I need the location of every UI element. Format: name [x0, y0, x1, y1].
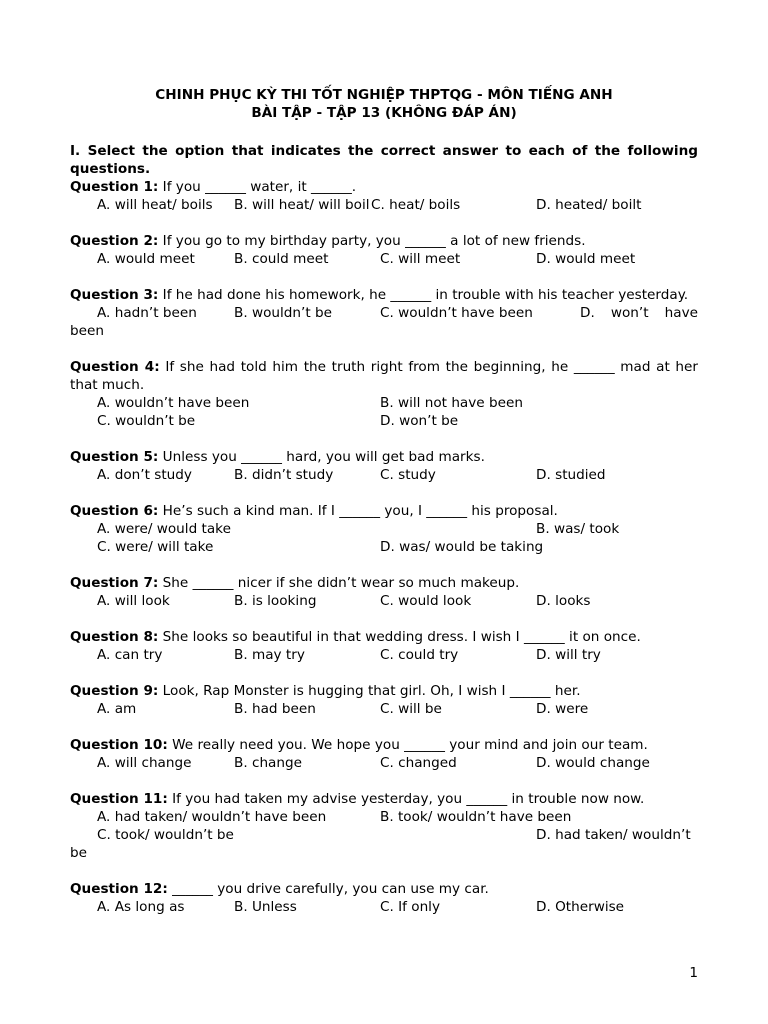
- document-title-line2: BÀI TẬP - TẬP 13 (KHÔNG ĐÁP ÁN): [251, 105, 517, 121]
- option-b: B. didn’t study: [234, 467, 334, 483]
- option-c: C. changed: [380, 755, 457, 771]
- options-row: [70, 304, 698, 322]
- question-text: If you ______ water, it ______.: [158, 179, 357, 195]
- question-text: Look, Rap Monster is hugging that girl. Oh, I wish I ______ her.: [158, 683, 581, 699]
- question-6: [70, 502, 698, 520]
- option-c: C. were/ will take: [97, 539, 214, 555]
- question-label: Question 10:: [70, 737, 168, 753]
- question-label: Question 12:: [70, 881, 168, 897]
- question-label: Question 4:: [70, 359, 160, 375]
- options-row: [70, 196, 698, 214]
- question-4: [70, 358, 698, 394]
- option-d-continued: be: [70, 845, 87, 861]
- option-a: A. wouldn’t have been: [97, 395, 250, 411]
- question-label: Question 7:: [70, 575, 159, 591]
- question-text: ______ you drive carefully, you can use my car.: [167, 881, 489, 897]
- options-row: [70, 646, 698, 664]
- option-d-continued: been: [70, 323, 104, 339]
- question-text: If you had taken my advise yesterday, you ______ in trouble now now.: [167, 791, 645, 807]
- option-c: C. will meet: [380, 251, 461, 267]
- options-row: [70, 808, 698, 826]
- option-a: A. will look: [97, 593, 170, 609]
- option-d: D. won’t be: [380, 413, 459, 429]
- option-c: C. wouldn’t be: [97, 413, 196, 429]
- question-3: [70, 286, 698, 304]
- question-11: [70, 790, 698, 808]
- question-text: He’s such a kind man. If I ______ you, I ______ his proposal.: [158, 503, 558, 519]
- option-b: B. may try: [234, 647, 305, 663]
- option-d: D. was/ would be taking: [380, 539, 544, 555]
- option-a: A. had taken/ wouldn’t have been: [97, 809, 327, 825]
- document-title-line1: CHINH PHỤC KỲ THI TỐT NGHIỆP THPTQG - MÔN TIẾNG ANH: [155, 87, 613, 103]
- option-a: A. don’t study: [97, 467, 192, 483]
- question-1: [70, 178, 698, 196]
- question-5: [70, 448, 698, 466]
- question-12: [70, 880, 698, 898]
- question-8: [70, 628, 698, 646]
- option-c: C. would look: [380, 593, 472, 609]
- option-b: B. could meet: [234, 251, 329, 267]
- question-text: She looks so beautiful in that wedding dress. I wish I ______ it on once.: [158, 629, 641, 645]
- option-d: D. would meet: [536, 251, 636, 267]
- options-row: [70, 898, 698, 916]
- question-2: [70, 232, 698, 250]
- option-a: A. will change: [97, 755, 192, 771]
- question-label: Question 3:: [70, 287, 159, 303]
- question-label: Question 11:: [70, 791, 168, 807]
- option-b: B. had been: [234, 701, 316, 717]
- option-a: A. will heat/ boils: [97, 197, 213, 213]
- question-label: Question 6:: [70, 503, 159, 519]
- question-text: Unless you ______ hard, you will get bad marks.: [158, 449, 485, 465]
- option-c: C. wouldn’t have been: [380, 305, 533, 321]
- question-10: [70, 736, 698, 754]
- option-c: C. If only: [380, 899, 441, 915]
- option-a: A. am: [97, 701, 137, 717]
- question-text: We really need you. We hope you ______ your mind and join our team.: [167, 737, 648, 753]
- question-9: [70, 682, 698, 700]
- option-d: D. won’t have: [580, 305, 698, 321]
- option-d: D. will try: [536, 647, 601, 663]
- option-a: A. hadn’t been: [97, 305, 197, 321]
- options-row: [70, 412, 698, 430]
- option-a: A. As long as: [97, 899, 185, 915]
- question-text: If you go to my birthday party, you ______ a lot of new friends.: [158, 233, 586, 249]
- option-a: A. can try: [97, 647, 163, 663]
- option-d: D. had taken/ wouldn’t: [536, 827, 691, 843]
- option-d: D. would change: [536, 755, 650, 771]
- option-b: B. was/ took: [536, 521, 620, 537]
- option-d: D. Otherwise: [536, 899, 625, 915]
- question-text: If he had done his homework, he ______ in trouble with his teacher yesterday.: [158, 287, 689, 303]
- options-row: [70, 700, 698, 718]
- option-b: B. will heat/ will boil: [234, 197, 370, 213]
- question-7: [70, 574, 698, 592]
- option-b: B. took/ wouldn’t have been: [380, 809, 572, 825]
- question-label: Question 9:: [70, 683, 159, 699]
- question-label: Question 1:: [70, 179, 159, 195]
- option-b: B. wouldn’t be: [234, 305, 333, 321]
- options-row: [70, 826, 698, 844]
- option-d: D. studied: [536, 467, 606, 483]
- option-d: D. looks: [536, 593, 591, 609]
- options-row: [70, 466, 698, 484]
- document-page: [70, 86, 698, 916]
- question-label: Question 8:: [70, 629, 159, 645]
- option-c: C. took/ wouldn’t be: [97, 827, 234, 843]
- option-c: C. could try: [380, 647, 459, 663]
- question-label: Question 2:: [70, 233, 159, 249]
- question-label: Question 5:: [70, 449, 159, 465]
- question-text: She ______ nicer if she didn’t wear so much makeup.: [158, 575, 520, 591]
- option-b: B. will not have been: [380, 395, 523, 411]
- options-row: [70, 754, 698, 772]
- question-text: If she had told him the truth right from the beginning, he ______ mad at her that much.: [70, 359, 698, 393]
- option-c: C. will be: [380, 701, 442, 717]
- option-b: B. change: [234, 755, 302, 771]
- option-a: A. would meet: [97, 251, 195, 267]
- option-b: B. Unless: [234, 899, 297, 915]
- option-c: C. heat/ boils: [371, 197, 461, 213]
- option-b: B. is looking: [234, 593, 317, 609]
- options-row: [70, 592, 698, 610]
- option-d: D. heated/ boilt: [536, 197, 642, 213]
- options-row: [70, 394, 698, 412]
- options-row: [70, 538, 698, 556]
- options-row: [70, 250, 698, 268]
- options-row: [70, 520, 698, 538]
- page-number: 1: [689, 965, 698, 981]
- option-d: D. were: [536, 701, 589, 717]
- option-a: A. were/ would take: [97, 521, 231, 537]
- section-instruction: I. Select the option that indicates the correct answer to each of the following questions.: [70, 143, 698, 177]
- option-c: C. study: [380, 467, 436, 483]
